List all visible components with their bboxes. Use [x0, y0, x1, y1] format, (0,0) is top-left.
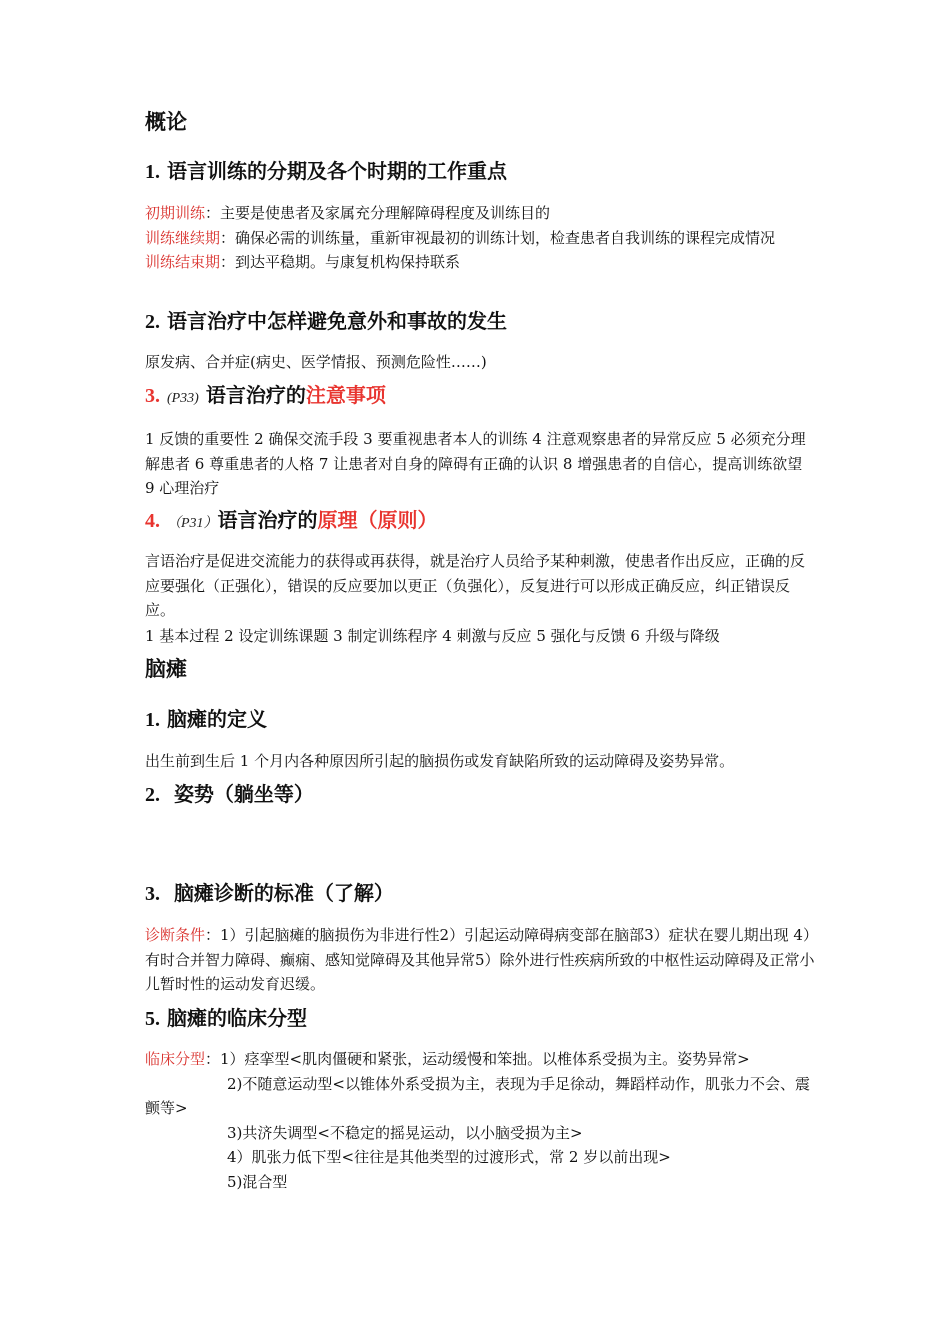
- period-label: 训练继续期: [145, 228, 221, 247]
- classification-label: 临床分型: [145, 1050, 206, 1068]
- heading-number: 3.: [145, 883, 160, 905]
- heading-3: [145, 382, 815, 412]
- heading-cp-3: [145, 880, 815, 907]
- period-text: ：确保必需的训练量，重新审视最初的训练计划，检查患者自我训练的课程完成情况: [220, 228, 776, 247]
- heading-number: 2.: [145, 784, 160, 806]
- heading-cp-5: [145, 1005, 815, 1032]
- section-title-cerebral-palsy: 脑瘫: [145, 657, 187, 681]
- diagnosis-label: 诊断条件: [145, 926, 206, 944]
- classification-line: 5)混合型: [227, 1172, 288, 1191]
- heading-highlight: 原理（原则）: [317, 508, 438, 532]
- heading-highlight: 注意事项: [305, 383, 386, 407]
- heading-number: 3.: [145, 385, 160, 407]
- heading-number: 2.: [145, 311, 160, 333]
- page-reference: (P33): [166, 391, 199, 406]
- heading-1: [145, 158, 815, 185]
- classification-line: [145, 1072, 815, 1121]
- heading-text: 语言治疗的: [217, 508, 318, 532]
- paragraph-principles: 言语治疗是促进交流能力的获得或再获得，就是治疗人员给予某种刺激，使患者作出反应，正确的反应要强化（正强化），错误的反应要加以更正（负强化），反复进行可以形成正确反应，纠正错误反应。: [145, 552, 806, 619]
- classification-text: ：1）痉挛型<肌肉僵硬和紧张，运动缓慢和笨拙。以椎体系受损为主。姿势异常>: [205, 1050, 750, 1068]
- classification-line: 4）肌张力低下型<往往是其他类型的过渡形式，常 2 岁以前出现>: [227, 1148, 671, 1166]
- heading-text: 脑瘫的定义: [166, 707, 267, 731]
- heading-number: 1.: [145, 709, 160, 731]
- diagnosis-text: ：1）引起脑瘫的脑损伤为非进行性2）引起运动障碍病变部在脑部3）症状在婴儿期出现 4）有时合并智力障碍、癫痫、感知觉障碍及其他异常5）除外进行性疾病所致的中枢性运动障碍及正常小儿暂时性的运动发育迟缓。: [145, 926, 815, 993]
- classification-line: 3)共济失调型<不稳定的摇晃运动，以小脑受损为主>: [227, 1123, 583, 1142]
- classification-text: 2)不随意运动型<以锥体外系受损为主，表现为手足徐动，舞蹈样动作，肌张力不会、震颤等>: [145, 1074, 810, 1117]
- heading-number: 5.: [145, 1008, 160, 1030]
- paragraph-precautions: 1 反馈的重要性 2 确保交流手段 3 要重视患者本人的训练 4 注意观察患者的异常反应 5 必须充分理解患者 6 尊重患者的人格 7 让患者对自身的障碍有正确的认识 8 增强患者的自信心，提高训练欲望 9 心理治疗: [145, 430, 806, 497]
- period-initial: [145, 201, 815, 226]
- period-text: ：到达平稳期。与康复机构保持联系: [220, 253, 461, 271]
- heading-text: 语言训练的分期及各个时期的工作重点: [166, 159, 507, 183]
- classification-line: [145, 1047, 815, 1072]
- period-ending: [145, 250, 815, 275]
- heading-number: 1.: [145, 161, 160, 183]
- heading-number: 4.: [145, 510, 160, 532]
- period-label: 训练结束期: [145, 253, 221, 271]
- page-reference: （P31）: [166, 516, 218, 531]
- paragraph-cp-classification: [145, 1047, 815, 1194]
- heading-text: 语言治疗的: [205, 383, 306, 407]
- paragraph-cp-diagnosis: [145, 923, 815, 997]
- heading-cp-2: [145, 781, 815, 808]
- period-continuing: [145, 226, 815, 251]
- heading-text: 脑瘫的临床分型: [166, 1006, 307, 1030]
- heading-2: [145, 308, 815, 335]
- paragraph-cp-definition: 出生前到生后 1 个月内各种原因所引起的脑损伤或发育缺陷所致的运动障碍及姿势异常。: [145, 752, 735, 770]
- heading-text: 姿势（躺坐等）: [173, 782, 314, 806]
- paragraph-training-periods: [145, 201, 815, 275]
- heading-4: [145, 507, 815, 537]
- period-label: 初期训练: [145, 204, 206, 222]
- heading-text: 脑瘫诊断的标准（了解）: [173, 881, 394, 905]
- section-title-overview: 概论: [145, 110, 187, 134]
- heading-cp-1: [145, 706, 815, 733]
- paragraph-accident-prevention: 原发病、合并症(病史、医学情报、预测危险性……): [145, 353, 487, 371]
- paragraph-principle-steps: 1 基本过程 2 设定训练课题 3 制定训练程序 4 刺激与反应 5 强化与反馈 6 升级与降级: [145, 627, 720, 645]
- heading-text: 语言治疗中怎样避免意外和事故的发生: [166, 309, 507, 333]
- period-text: ：主要是使患者及家属充分理解障碍程度及训练目的: [205, 204, 551, 222]
